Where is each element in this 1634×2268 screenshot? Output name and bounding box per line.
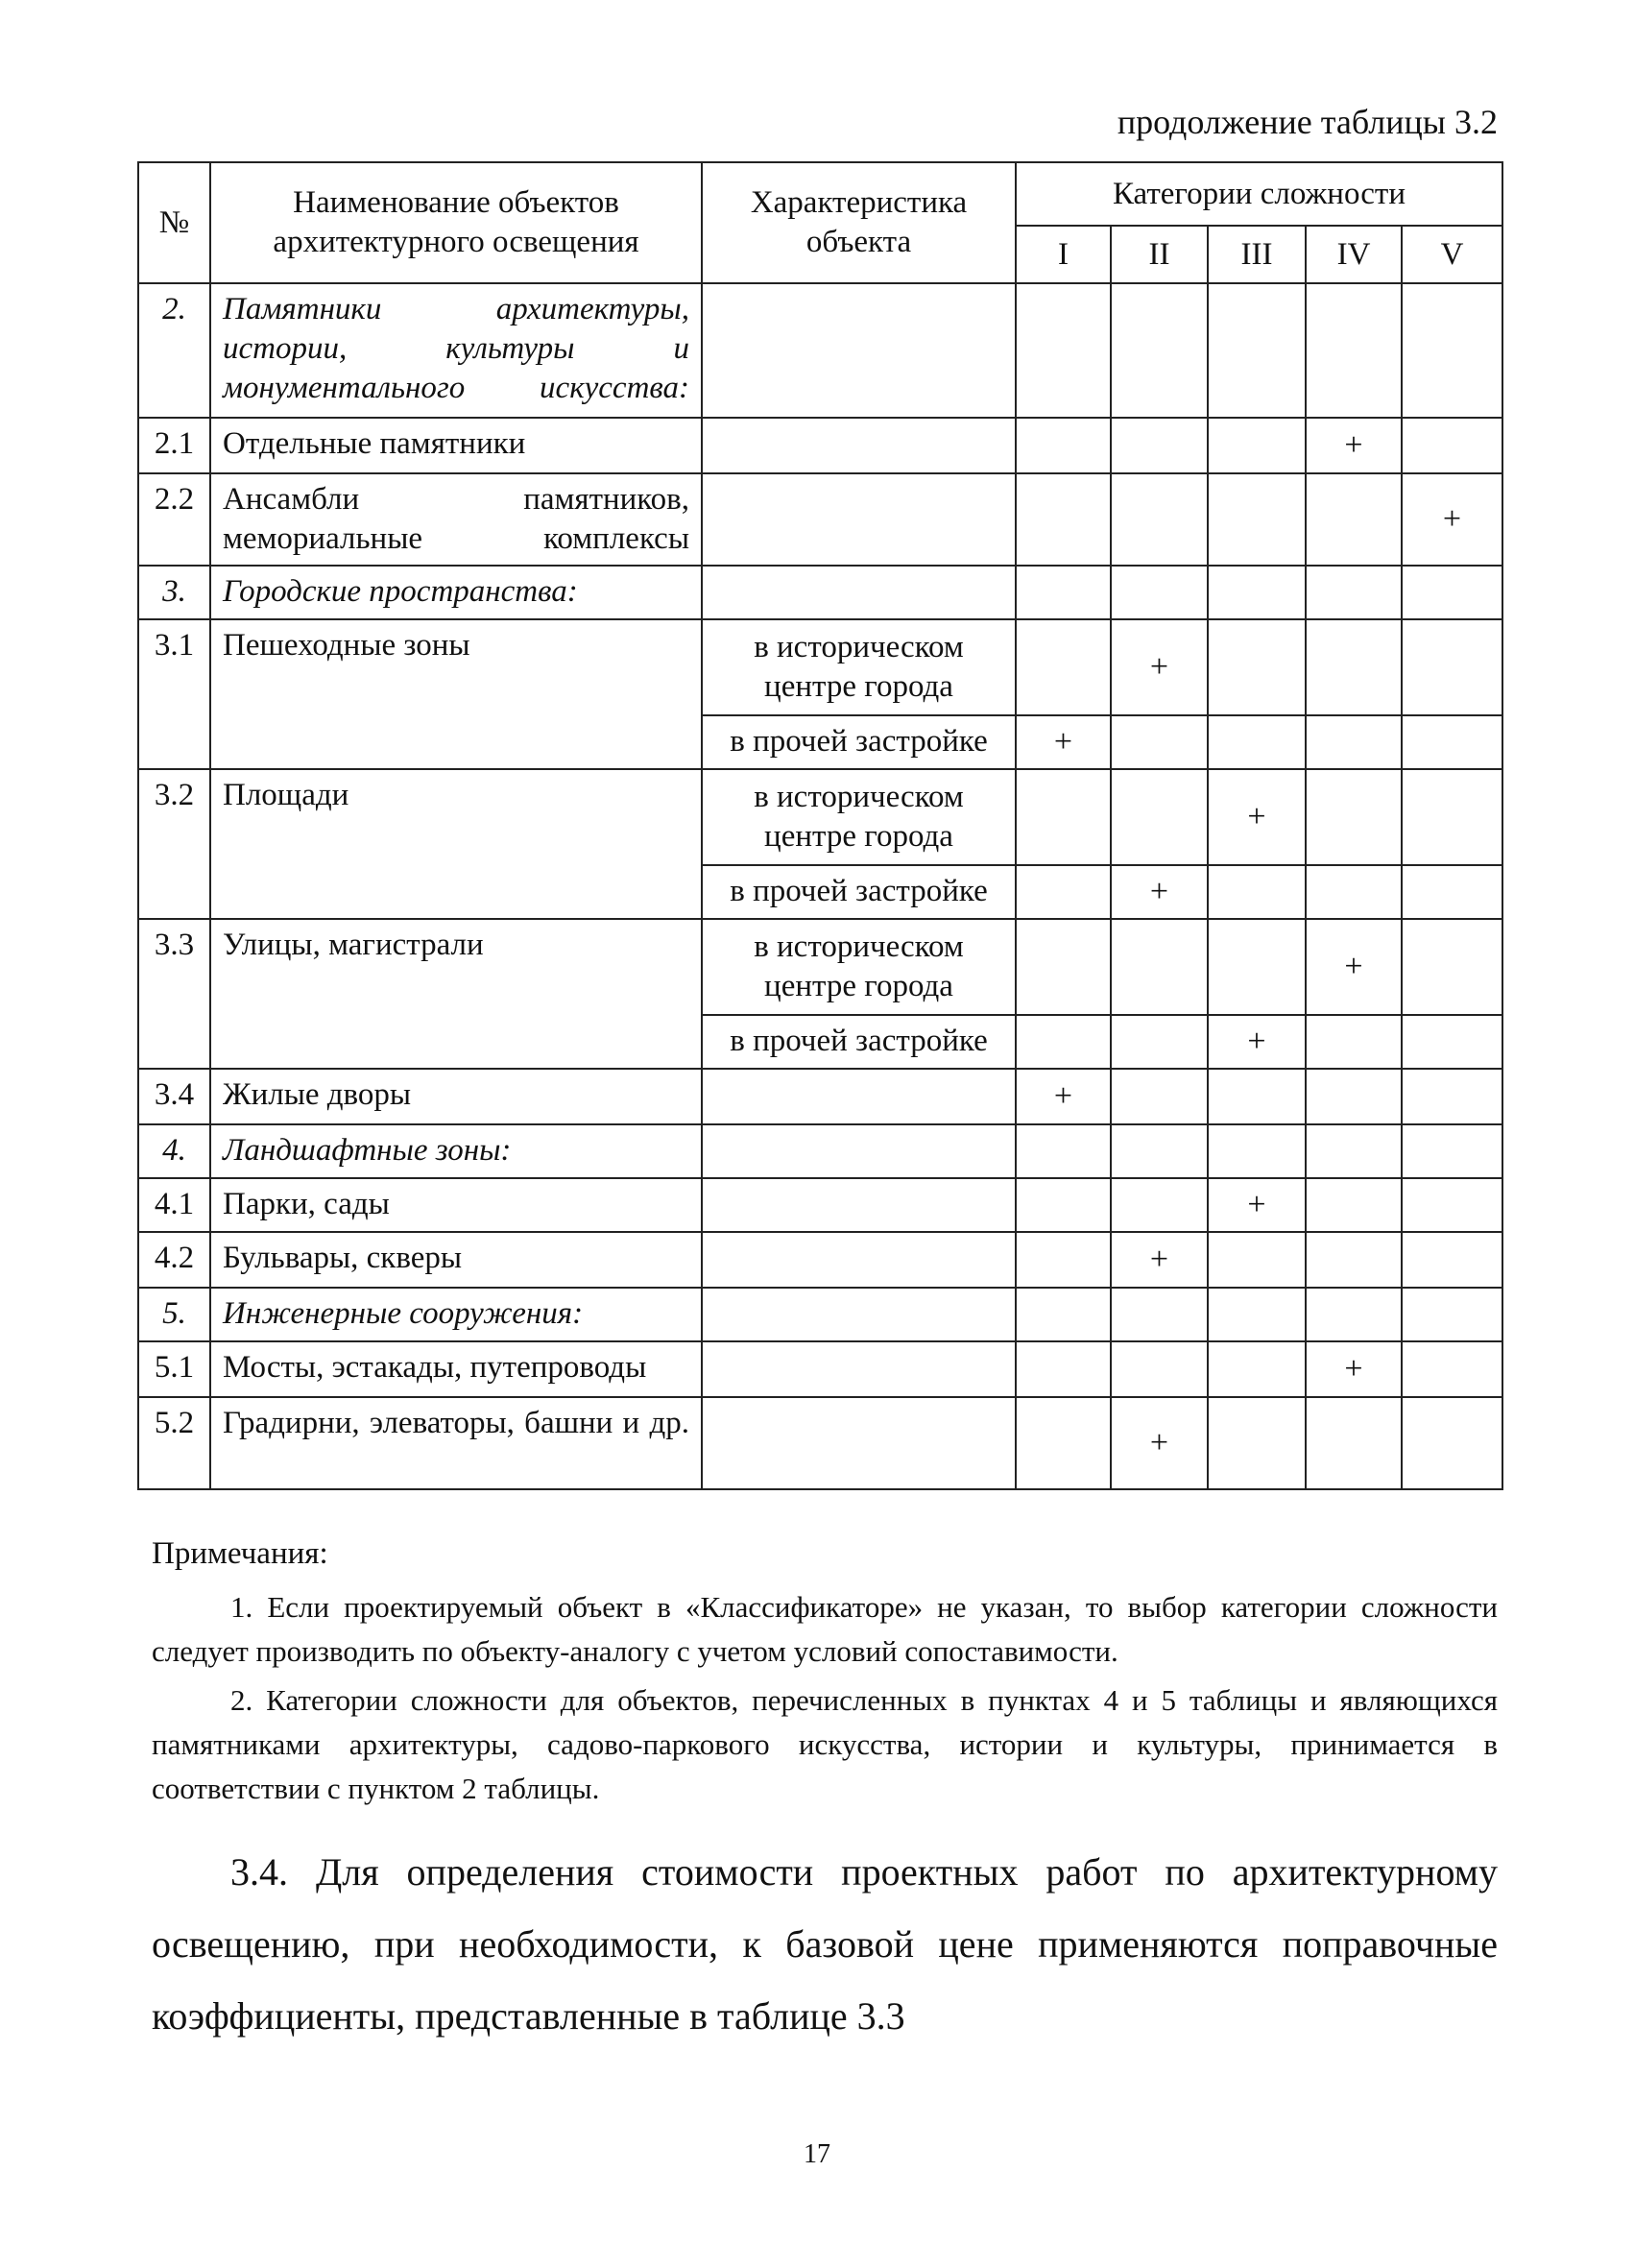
table-caption: продолжение таблицы 3.2 xyxy=(1117,103,1498,141)
table-row xyxy=(138,1232,1502,1288)
section-row xyxy=(138,1288,1502,1341)
row-name: Пешеходные зоны xyxy=(210,619,702,769)
note-1-text: 1. Если проектируемый объект в «Классификаторе» не указан, то выбор категории сложности следует производить по объекту-аналогу с учетом условий сопоставимости. xyxy=(152,1590,1498,1668)
row-characteristic: в историческом центре города xyxy=(702,769,1016,865)
row-name: Мосты, эстакады, путепроводы xyxy=(210,1341,702,1397)
row-name: Площади xyxy=(210,769,702,919)
table-body xyxy=(138,283,1502,1489)
row-characteristic xyxy=(702,418,1016,473)
row-characteristic xyxy=(702,1178,1016,1232)
cat-cell-4 xyxy=(1306,865,1402,919)
row-characteristic: в прочей застройке xyxy=(702,715,1016,769)
cat-cell-1 xyxy=(1016,919,1111,1015)
row-characteristic xyxy=(702,1397,1016,1489)
cat-cell-1 xyxy=(1016,865,1111,919)
cat-cell-1 xyxy=(1016,769,1111,865)
cat-cell-1 xyxy=(1016,1124,1111,1178)
table-row xyxy=(138,919,1502,1015)
cat-cell-5 xyxy=(1402,865,1502,919)
cat-cell-2 xyxy=(1111,473,1208,566)
cat-cell-2 xyxy=(1111,1178,1208,1232)
table-row xyxy=(138,473,1502,566)
row-name: Бульвары, скверы xyxy=(210,1232,702,1288)
row-characteristic xyxy=(702,1288,1016,1341)
row-number: 4. xyxy=(138,1124,210,1178)
row-name: Улицы, магистрали xyxy=(210,919,702,1069)
cat-cell-3 xyxy=(1208,566,1306,619)
cat-cell-3: + xyxy=(1208,769,1306,865)
row-characteristic: в историческом центре города xyxy=(702,919,1016,1015)
cat-cell-5 xyxy=(1402,566,1502,619)
row-characteristic: в прочей застройке xyxy=(702,865,1016,919)
cat-cell-5 xyxy=(1402,1288,1502,1341)
header-characteristic: Характеристика объекта xyxy=(702,162,1016,283)
cat-cell-5 xyxy=(1402,1124,1502,1178)
cat-cell-2 xyxy=(1111,1124,1208,1178)
cat-cell-1 xyxy=(1016,418,1111,473)
cat-cell-1 xyxy=(1016,1232,1111,1288)
note-2 xyxy=(152,1678,1498,1811)
cat-cell-3 xyxy=(1208,1232,1306,1288)
row-number: 2.1 xyxy=(138,418,210,473)
cat-cell-5 xyxy=(1402,919,1502,1015)
row-number: 3.1 xyxy=(138,619,210,769)
cat-cell-1 xyxy=(1016,1015,1111,1069)
cat-cell-3 xyxy=(1208,619,1306,715)
row-number: 3. xyxy=(138,566,210,619)
cat-cell-5 xyxy=(1402,418,1502,473)
cat-cell-3 xyxy=(1208,418,1306,473)
cat-cell-4 xyxy=(1306,1232,1402,1288)
cat-cell-2 xyxy=(1111,418,1208,473)
cat-cell-1 xyxy=(1016,619,1111,715)
cat-cell-1 xyxy=(1016,1178,1111,1232)
header-num: № xyxy=(138,162,210,283)
row-name: Ландшафтные зоны: xyxy=(210,1124,702,1178)
header-categories: Категории сложности xyxy=(1016,162,1502,226)
cat-cell-5 xyxy=(1402,1232,1502,1288)
cat-cell-2 xyxy=(1111,919,1208,1015)
cat-cell-5 xyxy=(1402,619,1502,715)
row-characteristic xyxy=(702,1232,1016,1288)
cat-cell-1 xyxy=(1016,473,1111,566)
cat-cell-5 xyxy=(1402,769,1502,865)
cat-cell-2 xyxy=(1111,1015,1208,1069)
header-cat-2: II xyxy=(1111,226,1208,283)
cat-cell-4 xyxy=(1306,1069,1402,1124)
cat-cell-4 xyxy=(1306,566,1402,619)
row-number: 3.4 xyxy=(138,1069,210,1124)
cat-cell-4 xyxy=(1306,769,1402,865)
paragraph-3-4 xyxy=(152,1836,1498,2052)
row-name: Отдельные памятники xyxy=(210,418,702,473)
cat-cell-5 xyxy=(1402,1341,1502,1397)
cat-cell-2 xyxy=(1111,1069,1208,1124)
note-2-text: 2. Категории сложности для объектов, перечисленных в пунктах 4 и 5 таблицы и являющихся памятниками архитектуры, садово-паркового искусства, истории и культуры, принимается в соответствии с пунктом 2 таблицы. xyxy=(152,1683,1498,1805)
cat-cell-4: + xyxy=(1306,1341,1402,1397)
row-characteristic xyxy=(702,283,1016,418)
cat-cell-4 xyxy=(1306,473,1402,566)
cat-cell-4 xyxy=(1306,1124,1402,1178)
cat-cell-5 xyxy=(1402,283,1502,418)
row-name: Жилые дворы xyxy=(210,1069,702,1124)
cat-cell-5 xyxy=(1402,1178,1502,1232)
row-characteristic xyxy=(702,473,1016,566)
row-name: Ансамбли памятников, мемориальные комплексы xyxy=(210,473,702,566)
cat-cell-3 xyxy=(1208,1288,1306,1341)
cat-cell-2: + xyxy=(1111,1397,1208,1489)
row-characteristic xyxy=(702,1124,1016,1178)
cat-cell-4 xyxy=(1306,1397,1402,1489)
row-number: 2. xyxy=(138,283,210,418)
table-row xyxy=(138,1069,1502,1124)
table-row xyxy=(138,1397,1502,1489)
row-number: 3.2 xyxy=(138,769,210,919)
row-characteristic: в прочей застройке xyxy=(702,1015,1016,1069)
cat-cell-2 xyxy=(1111,715,1208,769)
cat-cell-3 xyxy=(1208,1397,1306,1489)
section-row xyxy=(138,283,1502,418)
row-name: Городские пространства: xyxy=(210,566,702,619)
section-row xyxy=(138,566,1502,619)
cat-cell-3 xyxy=(1208,1124,1306,1178)
header-cat-1: I xyxy=(1016,226,1111,283)
table-row xyxy=(138,418,1502,473)
cat-cell-2 xyxy=(1111,283,1208,418)
table-row xyxy=(138,1341,1502,1397)
cat-cell-4: + xyxy=(1306,919,1402,1015)
section-row xyxy=(138,1124,1502,1178)
cat-cell-2: + xyxy=(1111,865,1208,919)
row-name: Инженерные сооружения: xyxy=(210,1288,702,1341)
cat-cell-3 xyxy=(1208,715,1306,769)
cat-cell-3 xyxy=(1208,919,1306,1015)
row-name: Памятники архитектуры, истории, культуры и монументального искусства: xyxy=(210,283,702,418)
cat-cell-5: + xyxy=(1402,473,1502,566)
cat-cell-4 xyxy=(1306,1178,1402,1232)
cat-cell-3 xyxy=(1208,473,1306,566)
cat-cell-2 xyxy=(1111,1341,1208,1397)
cat-cell-3: + xyxy=(1208,1178,1306,1232)
cat-cell-2 xyxy=(1111,769,1208,865)
cat-cell-2: + xyxy=(1111,619,1208,715)
notes-title: Примечания: xyxy=(152,1536,328,1571)
table-row xyxy=(138,619,1502,715)
header-name: Наименование объектов архитектурного освещения xyxy=(210,162,702,283)
note-1 xyxy=(152,1585,1498,1674)
cat-cell-3 xyxy=(1208,1341,1306,1397)
cat-cell-4: + xyxy=(1306,418,1402,473)
row-number: 5. xyxy=(138,1288,210,1341)
cat-cell-2 xyxy=(1111,1288,1208,1341)
cat-cell-1 xyxy=(1016,1288,1111,1341)
page-number: 17 xyxy=(804,2139,830,2169)
row-number: 5.1 xyxy=(138,1341,210,1397)
cat-cell-3 xyxy=(1208,283,1306,418)
cat-cell-2: + xyxy=(1111,1232,1208,1288)
row-characteristic xyxy=(702,1069,1016,1124)
cat-cell-1 xyxy=(1016,566,1111,619)
row-characteristic: в историческом центре города xyxy=(702,619,1016,715)
cat-cell-4 xyxy=(1306,283,1402,418)
table-row xyxy=(138,1178,1502,1232)
row-number: 3.3 xyxy=(138,919,210,1069)
cat-cell-4 xyxy=(1306,619,1402,715)
header-cat-4: IV xyxy=(1306,226,1402,283)
row-name: Градирни, элеваторы, башни и др. xyxy=(210,1397,702,1489)
table-row xyxy=(138,769,1502,865)
cat-cell-4 xyxy=(1306,715,1402,769)
cat-cell-2 xyxy=(1111,566,1208,619)
cat-cell-4 xyxy=(1306,1015,1402,1069)
cat-cell-5 xyxy=(1402,1015,1502,1069)
row-number: 2.2 xyxy=(138,473,210,566)
cat-cell-5 xyxy=(1402,715,1502,769)
complexity-table xyxy=(137,161,1503,1490)
row-characteristic xyxy=(702,1341,1016,1397)
row-number: 5.2 xyxy=(138,1397,210,1489)
row-number: 4.2 xyxy=(138,1232,210,1288)
cat-cell-5 xyxy=(1402,1397,1502,1489)
cat-cell-3 xyxy=(1208,1069,1306,1124)
row-characteristic xyxy=(702,566,1016,619)
cat-cell-1: + xyxy=(1016,715,1111,769)
row-number: 4.1 xyxy=(138,1178,210,1232)
cat-cell-1 xyxy=(1016,283,1111,418)
cat-cell-1 xyxy=(1016,1397,1111,1489)
cat-cell-5 xyxy=(1402,1069,1502,1124)
cat-cell-1 xyxy=(1016,1341,1111,1397)
cat-cell-4 xyxy=(1306,1288,1402,1341)
header-cat-3: III xyxy=(1208,226,1306,283)
row-name: Парки, сады xyxy=(210,1178,702,1232)
cat-cell-3: + xyxy=(1208,1015,1306,1069)
cat-cell-3 xyxy=(1208,865,1306,919)
cat-cell-1: + xyxy=(1016,1069,1111,1124)
header-cat-5: V xyxy=(1402,226,1502,283)
paragraph-text: 3.4. Для определения стоимости проектных работ по архитектурному освещению, при необходимости, к базовой цене применяются поправочные коэффициенты, представленные в таблице 3.3 xyxy=(152,1850,1498,2038)
